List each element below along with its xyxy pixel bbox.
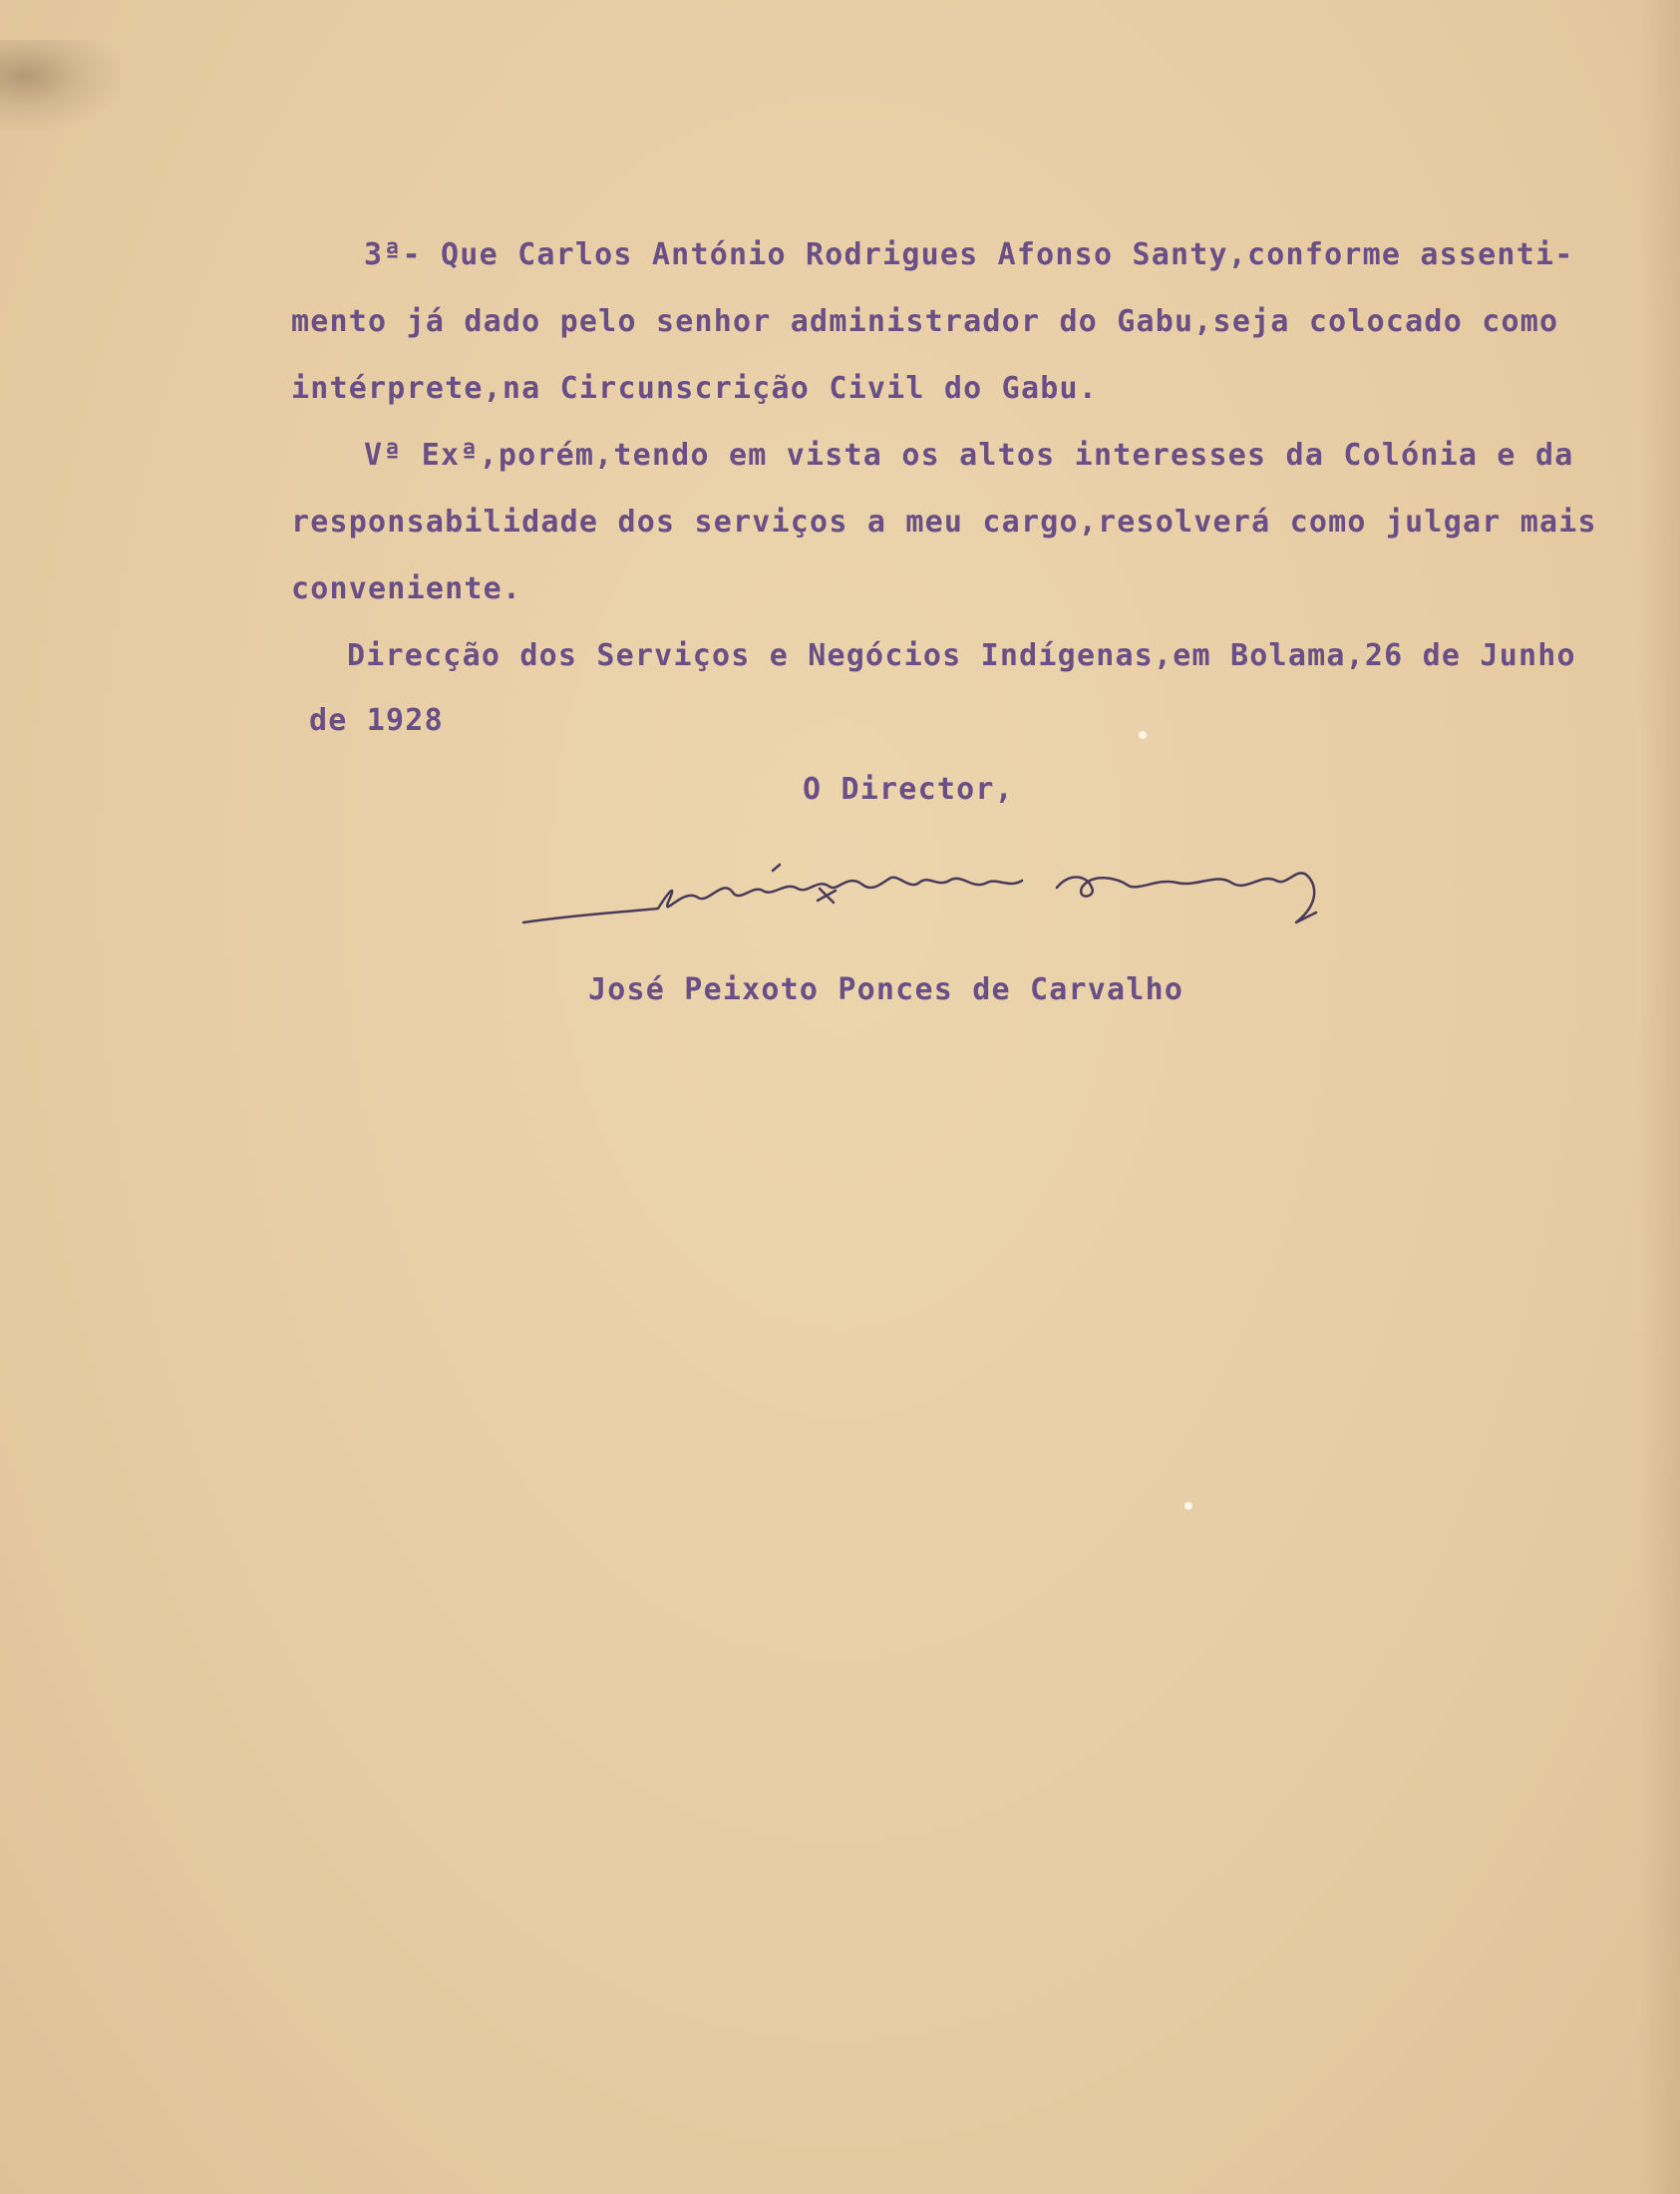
signatory-name: José Peixoto Ponces de Carvalho [588,972,1184,1007]
paper-speck [1139,731,1147,739]
paper-speck [1184,1502,1192,1510]
closing: O Director, [803,772,1014,807]
body-line-5: responsabilidade dos serviços a meu cargo,resolverá como julgar mais [291,505,1597,540]
ink-stain [0,40,120,130]
signature-lettering: José Peixoto Ponces de Carvalho [518,843,532,844]
handwritten-signature [518,843,1506,952]
body-line-4: Vª Exª,porém,tendo em vista os altos interesses da Colónia e da [364,438,1574,473]
body-line-6: conveniente. [291,571,522,606]
body-line-1: 3ª- Que Carlos António Rodrigues Afonso Santy,conforme assenti- [364,237,1574,272]
dateline: Direcção dos Serviços e Negócios Indígenas,em Bolama,26 de Junho [347,638,1576,673]
body-line-2: mento já dado pelo senhor administrador do Gabu,seja colocado como [291,304,1559,339]
body-line-3: intérprete,na Circunscrição Civil do Gabu. [291,371,1098,406]
dateline-year: de 1928 [309,703,444,738]
page-edge-shadow [1640,0,1680,2194]
